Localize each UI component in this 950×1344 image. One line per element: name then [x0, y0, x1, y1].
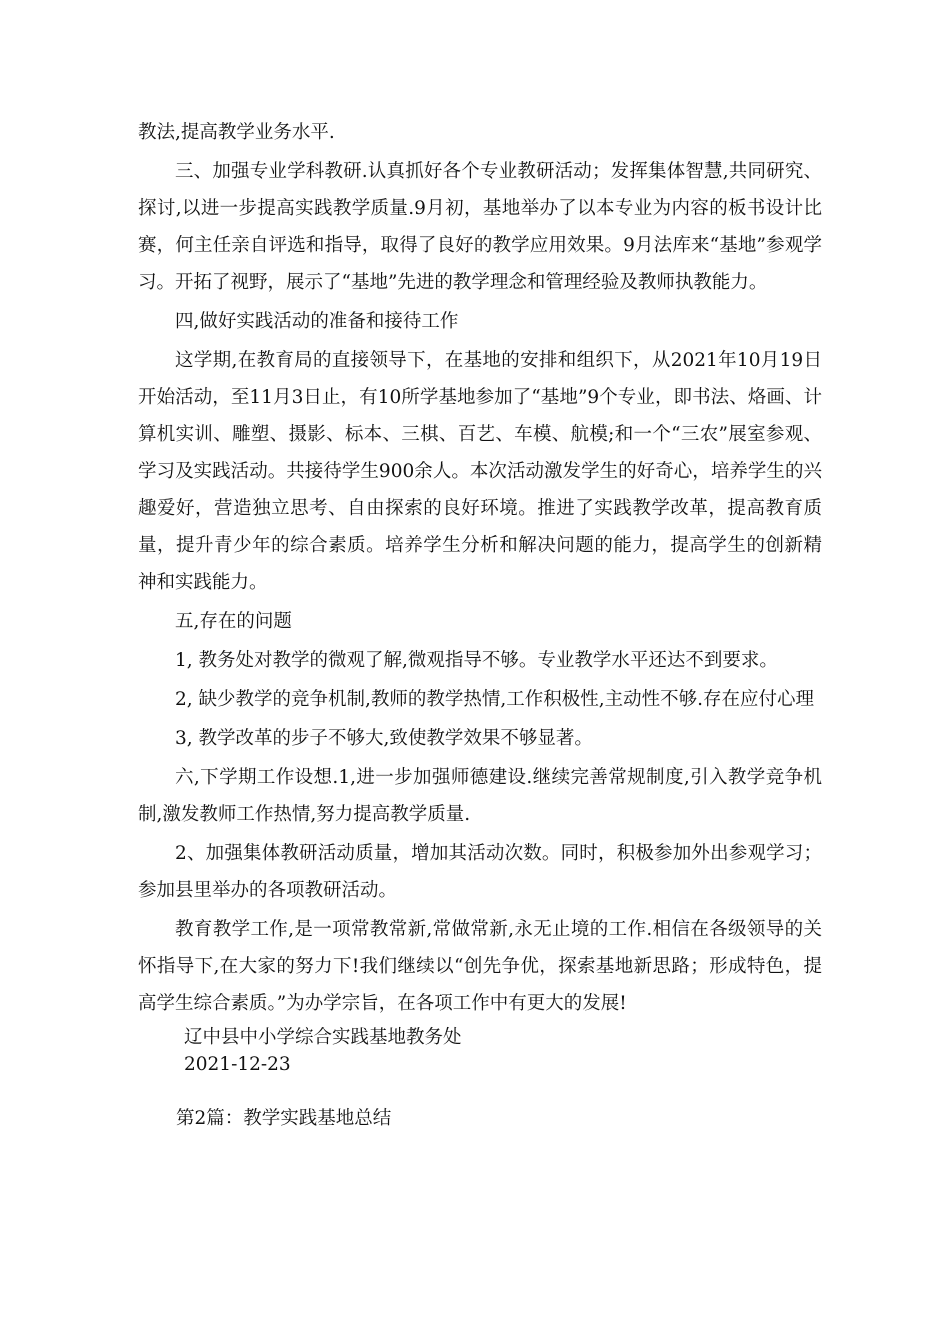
paragraph-section-3: 三、加强专业学科教研.认真抓好各个专业教研活动；发挥集体智慧,共同研究、探讨,以进一步提高实践教学质量.9月初，基地举办了以本专业为内容的板书设计比赛，何主任亲自评选和指导，取得了良好的教学应用效果。9月法库来“基地”参观学习。开拓了视野，展示了“基地”先进的教学理念和管理经验及教师执教能力。	[138, 161, 822, 293]
paragraph-section-6: 六,下学期工作设想.1,进一步加强师德建设.继续完善常规制度,引入教学竞争机制,激发教师工作热情,努力提高教学质量.	[138, 767, 822, 825]
signature-org: 辽中县中小学综合实践基地教务处	[184, 1027, 462, 1048]
problem-item-3: 3, 教学改革的步子不够大,致使教学效果不够显著。	[175, 728, 593, 749]
heading-section-5: 五,存在的问题	[175, 611, 292, 632]
next-section-title: 第2篇：教学实践基地总结	[176, 1108, 392, 1129]
paragraph-activities: 这学期,在教育局的直接领导下，在基地的安排和组织下，从2021年10月19日开始活动，至11月3日止，有10所学基地参加了“基地”9个专业，即书法、烙画、计算机实训、雕塑、摄影、标本、三棋、百艺、车模、航模;和一个“三农”展室参观、学习及实践活动。共接待学生900余人。本次活动激发学生的好奇心，培养学生的兴趣爱好，营造独立思考、自由探索的良好环境。推进了实践教学改革，提高教育质量，提升青少年的综合素质。培养学生分析和解决问题的能力，提高学生的创新精神和实践能力。	[138, 350, 822, 593]
heading-section-4: 四,做好实践活动的准备和接待工作	[175, 311, 459, 332]
document-body	[138, 114, 822, 1134]
problem-item-2: 2, 缺少教学的竞争机制,教师的教学热情,工作积极性,主动性不够.存在应付心理	[175, 689, 815, 710]
paragraph-1: 教法,提高教学业务水平.	[138, 122, 335, 143]
paragraph-conclusion: 教育教学工作,是一项常教常新,常做常新,永无止境的工作.相信在各级领导的关怀指导下,在大家的努力下!我们继续以“创先争优，探索基地新思路；形成特色，提高学生综合素质。”为办学宗旨，在各项工作中有更大的发展!	[138, 919, 822, 1014]
problem-item-1: 1, 教务处对教学的微观了解,微观指导不够。专业教学水平还达不到要求。	[175, 650, 778, 671]
plan-item-2: 2、加强集体教研活动质量，增加其活动次数。同时，积极参加外出参观学习；参加县里举办的各项教研活动。	[138, 843, 822, 901]
signature-block	[138, 1024, 822, 1078]
signature-date: 2021-12-23	[184, 1054, 291, 1075]
